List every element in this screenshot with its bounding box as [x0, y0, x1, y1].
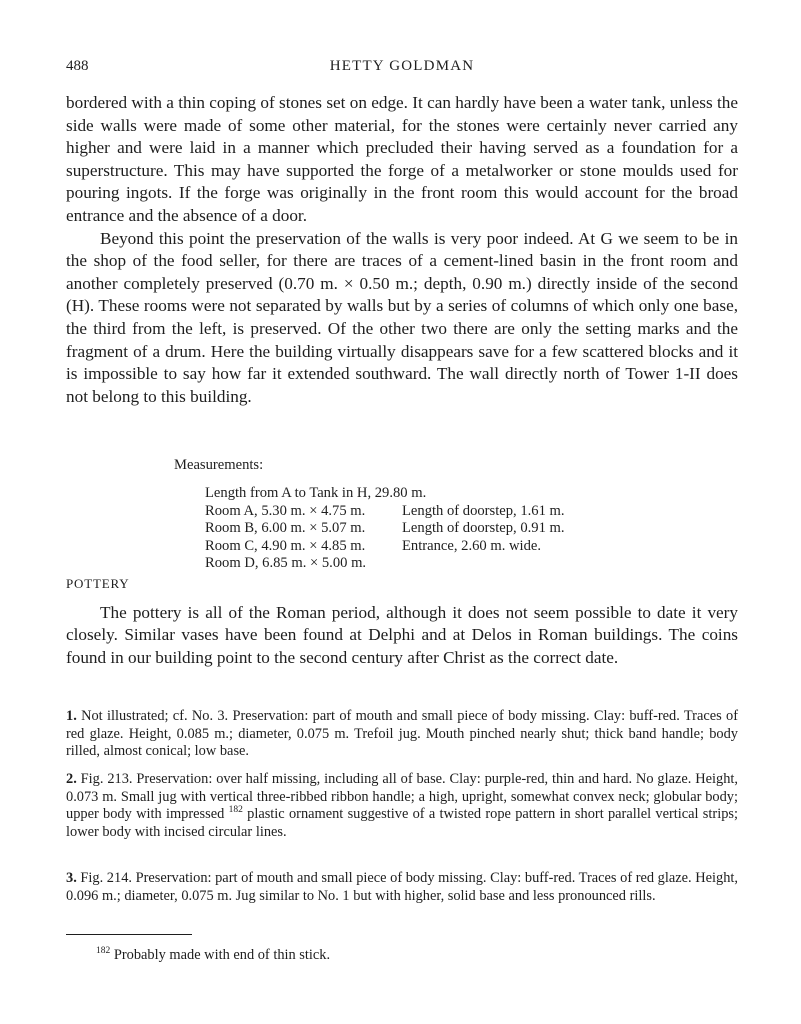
measurement-right: Entrance, 2.60 m. wide. — [402, 537, 542, 554]
catalog-entry-text — [66, 870, 738, 905]
catalog-number: 3. — [66, 870, 77, 886]
catalog-entry-text — [66, 708, 738, 761]
catalog-description-continued: plastic ornament suggestive of a twisted rope pattern in short parallel vertical strips; lower body with incised circular lines. — [66, 806, 738, 840]
pottery-paragraph: The pottery is all of the Roman period, although it does not seem possible to date it very closely. Similar vases have been found at Delphi and at Delos in Roman buildings. The coins found in our building point to the second century after Christ as the correct date. — [66, 603, 738, 667]
catalog-entry-text — [66, 771, 738, 841]
measurement-left: Room B, 6.00 m. × 5.07 m. — [205, 520, 366, 537]
measurement-left: Room D, 6.85 m. × 5.00 m. — [205, 555, 367, 572]
measurement-row — [205, 538, 565, 555]
catalog-entry-1 — [66, 708, 738, 761]
measurement-row — [205, 520, 565, 537]
footnote — [96, 946, 330, 964]
running-head: HETTY GOLDMAN — [329, 58, 475, 74]
catalog-description: Not illustrated; cf. No. 3. Preservation: part of mouth and small piece of body missing. Clay: buff-red. Traces of red glaze. Height, 0.085 m.; diameter, 0.075 m. Trefoil jug. Mouth pinched nearly shut; thick band handle; body rilled, almost conical; low base. — [66, 708, 738, 760]
catalog-entry-3 — [66, 870, 738, 905]
footnote-divider — [66, 934, 192, 935]
measurement-row — [205, 555, 565, 572]
measurements-title: Measurements: — [174, 457, 264, 473]
footnote-reference[interactable]: 182 — [228, 805, 243, 816]
measurements-block — [174, 457, 565, 572]
measurement-left: Length from A to Tank in H, 29.80 m. — [205, 485, 427, 502]
measurement-right: Length of doorstep, 0.91 m. — [402, 520, 565, 537]
measurement-right: Length of doorstep, 1.61 m. — [402, 502, 565, 519]
measurement-row — [205, 485, 565, 502]
catalog-entry-2 — [66, 771, 738, 841]
body-text — [66, 92, 738, 408]
measurement-left: Room A, 5.30 m. × 4.75 m. — [205, 502, 366, 519]
footnote-text: Probably made with end of thin stick. — [113, 947, 331, 963]
footnote-number: 182 — [96, 946, 111, 956]
paragraph-2: Beyond this point the preservation of the walls is very poor indeed. At G we seem to be in the shop of the food seller, for there are traces of a cement-lined basin in the front room and another completely preserved (0.70 m. × 0.50 m.; depth, 0.90 m.) directly inside of the second (H). These rooms were not separated by walls but by a series of columns of which only one base, the third from the left, is preserved. Of the other two there are only the setting marks and the fragment of a drum. Here the building virtually disappears save for a few scattered blocks and it is impossible to say how far it extended southward. The wall directly north of Tower 1-II does not belong to this building. — [66, 228, 738, 406]
measurement-row — [205, 503, 565, 520]
measurement-left: Room C, 4.90 m. × 4.85 m. — [205, 537, 366, 554]
measurements-list — [205, 485, 565, 572]
page-header — [66, 58, 738, 80]
catalog-description: Fig. 213. Preservation: over half missing, including all of base. Clay: purple-red, thin and hard. No glaze. Height, 0.073 m. Small jug with vertical three-ribbed ribbon handle; a high, upright, somewhat convex neck; globular body; upper body with impressed — [66, 771, 738, 823]
catalog-number: 1. — [66, 708, 77, 724]
page-number: 488 — [66, 58, 89, 74]
catalog-number: 2. — [66, 771, 77, 787]
paragraph-1: bordered with a thin coping of stones set on edge. It can hardly have been a water tank, unless the side walls were made of some other material, for the stones were certainly never carried any higher and were laid in a manner which precluded their having served as a foundation for a superstructure. This may have supported the forge of a metalworker or stone moulds used for pouring ingots. If the forge was originally in the front room this would account for the broad entrance and the absence of a door. — [66, 93, 738, 225]
section-heading-pottery: POTTERY — [66, 576, 130, 591]
pottery-intro — [66, 602, 738, 669]
catalog-description: Fig. 214. Preservation: part of mouth and small piece of body missing. Clay: buff-red. Traces of red glaze. Height, 0.096 m.; diameter, 0.075 m. Jug similar to No. 1 but with higher, solid base and less pronounced rills. — [66, 870, 738, 904]
